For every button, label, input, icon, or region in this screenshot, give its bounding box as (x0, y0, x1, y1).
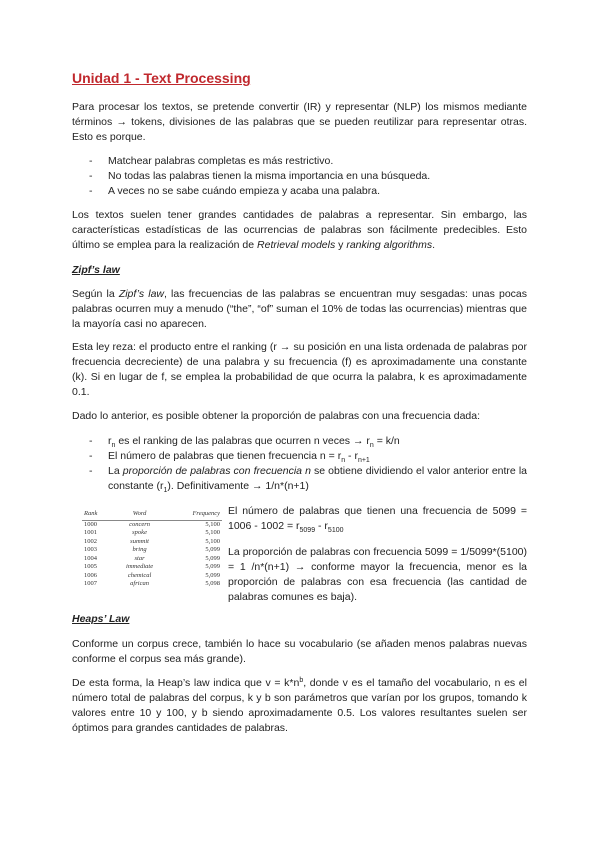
heaps-heading: Heaps’ Law (72, 613, 130, 625)
table-row: 1005 immediate 5,099 (84, 563, 220, 570)
column-header: Frequency (167, 510, 222, 520)
heaps-paragraph-1: Conforme un corpus crece, también lo hace su vocabulario (se añaden menos palabras nuevas conforme el corpus sea más grande). (72, 638, 527, 665)
zipf-heading: Zipf’s law (72, 264, 120, 276)
table-row: 1002 summit 5,100 (84, 537, 220, 545)
table-row: 1003 bring 5,099 (84, 546, 220, 553)
list-item: - No todas las palabras tienen la misma importancia en una búsqueda. (72, 169, 527, 184)
word-frequency-table (82, 510, 222, 589)
zipf-bullet-list (72, 434, 527, 494)
list-item: - Matchear palabras completas es más restrictivo. (72, 154, 527, 169)
list-item: - $r_n$ es el ranking de las palabras que ocurren n veces → $r_n = k/n$ (72, 434, 527, 449)
statistics-paragraph: Los textos suelen tener grandes cantidades de palabras a representar. Sin embargo, las características estadísticas de las ocurrencias de palabras son fácilmente predecibles. Esto último se emplea para la realización de Retrieval models y ranking algorithms. (72, 209, 527, 251)
table-row: 1000 concern 5,100 (84, 520, 220, 528)
zipf-paragraph-1: Según la Zipf’s law, las frecuencias de las palabras se encuentran muy sesgadas: unas pocas palabras ocurren muy a menudo (“the”, “of” suman el 10% de todas las ocurrencias) mientras que la mayoría casi no aparecen. (72, 288, 528, 330)
table-row: 1001 spoke 5,100 (84, 529, 220, 536)
zipf-paragraph-2: Esta ley reza: el producto entre el ranking (r → su posición en una lista ordenada de palabras por frecuencia decreciente) de una palabra y su frecuencia (f) es aproximadamente una constante (k). Si en lugar de f, se emplea la probabilidad de que ocurra la palabra, k es aproximadamente 0.1. (72, 341, 527, 398)
column-header: Rank (82, 510, 112, 520)
list-item: - El número de palabras que tienen frecuencia $n = r_n - r_{n+1}$ (72, 449, 527, 464)
zipf-example-2: La proporción de palabras con frecuencia 5099 = 1/5099*(5100) = 1 /n*(n+1) → conforme mayor la frecuencia, menor es la proporción de palabras con esa frecuencia (las cantidad de palabras comunes es baja). (228, 546, 527, 603)
list-item: - La proporción de palabras con frecuencia n se obtiene dividiendo el valor anterior entre la constante $(r_1)$. Definitivamente → 1/n*(n+1) (72, 464, 527, 494)
intro-bullet-list (72, 154, 527, 199)
zipf-example-1: El número de palabras que tienen una frecuencia de $5099 = 1006 - 1002 = r_{5099} - r_{5100}$ (228, 505, 527, 534)
table-row: 1007 african 5,098 (84, 580, 220, 587)
page-title: Unidad 1 - Text Processing (72, 70, 251, 86)
heaps-paragraph-2: De esta forma, la Heap’s law indica que $v = k*n^b$, donde v es el tamaño del vocabulario, n es el número total de palabras del corpus, k y b son parámetros que varían por los grupos, tomando k valores entre 10 y 100, y b siendo aproximadamente 0.5. Los valores resultantes suelen ser óptimos para grandes cantidades de palabras. (72, 677, 527, 734)
table-header-row (82, 510, 222, 520)
table-row: 1006 chemical 5,099 (84, 571, 220, 579)
intro-paragraph: Para procesar los textos, se pretende convertir (IR) y representar (NLP) los mismos mediante términos → tokens, divisiones de las palabras que se pueden reutilizar para representar otras. Esto es porque. (72, 101, 527, 143)
list-item: - A veces no se sabe cuándo empieza y acaba una palabra. (72, 184, 527, 199)
table-row: 1004 star 5,099 (84, 554, 220, 562)
column-header: Word (112, 510, 166, 520)
zipf-paragraph-3: Dado lo anterior, es posible obtener la proporción de palabras con una frecuencia dada: (72, 410, 481, 422)
